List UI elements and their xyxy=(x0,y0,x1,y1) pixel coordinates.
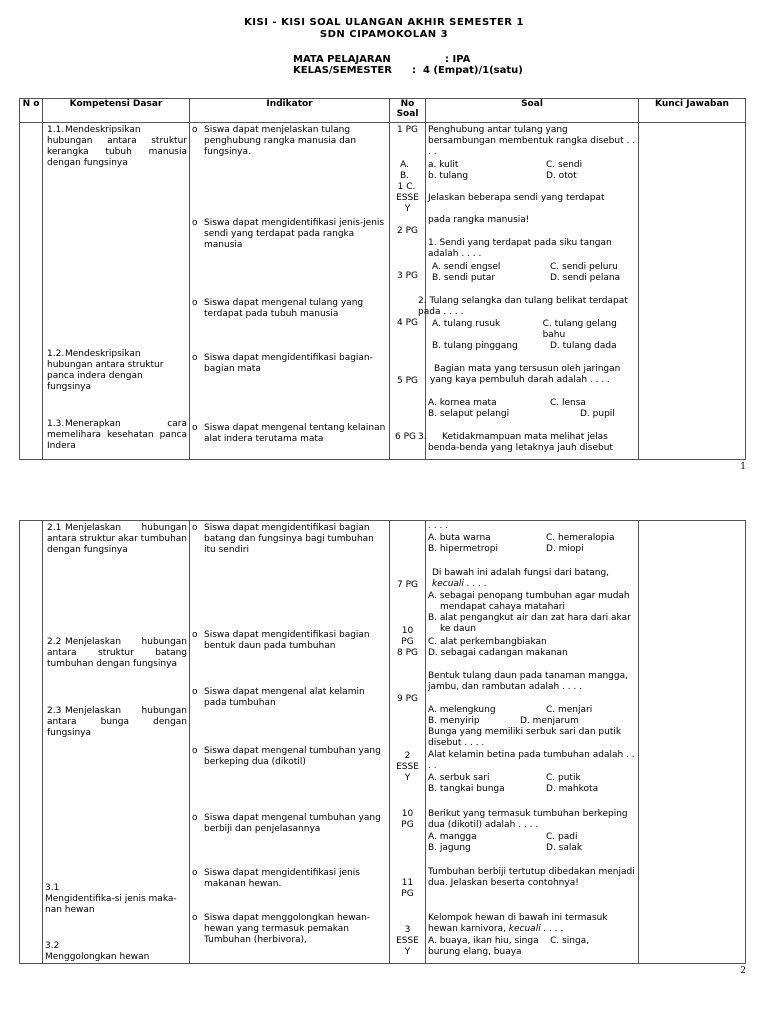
soal-number: 3 xyxy=(404,925,411,935)
col-indikator: Indikator xyxy=(190,99,390,123)
option-row xyxy=(428,784,636,795)
soal-number: Y xyxy=(404,204,411,214)
option-d: D. sebagai cadangan makanan xyxy=(428,648,568,658)
question-text: Bentuk tulang daun pada tanaman mangga, jambu, dan rambutan adalah . . . . xyxy=(428,671,628,692)
question-text: . . . . xyxy=(428,521,449,531)
option-row xyxy=(428,716,636,727)
option-c: C. tulang gelang bahu xyxy=(542,319,617,340)
kd-text: Mendeskripsikan hubungan antara struktur kerangka tubuh manusia dengan fungsinya xyxy=(47,125,187,168)
indicator-text: Siswa dapat mengenal tulang yang terdapat pada tubuh manusia xyxy=(204,298,364,319)
kisi-table-page2 xyxy=(19,520,746,964)
option-c: C. menjari xyxy=(546,705,593,715)
bullet-icon: o xyxy=(192,913,198,923)
kd-text: Mengidentifika-si jenis maka-nan hewan xyxy=(45,894,177,915)
soal-number: 1 PG xyxy=(397,125,418,135)
kd-text: Menjelaskan hubungan antara struktur akar tumbuhan dengan fungsinya xyxy=(47,523,187,555)
option-row xyxy=(428,843,636,854)
soal-number: PG xyxy=(401,820,414,830)
soal-number: 2 xyxy=(404,751,411,761)
indicator-item xyxy=(192,746,387,768)
option-row xyxy=(432,319,636,341)
soal-number: ESSE xyxy=(396,936,419,946)
option-row xyxy=(428,171,636,182)
indicator-item xyxy=(192,813,387,835)
col-kompetensi-dasar: Kompetensi Dasar xyxy=(43,99,190,123)
kd-number: 1.2. xyxy=(47,349,65,359)
bullet-icon: o xyxy=(192,813,198,823)
option-a: A. buaya, ikan hiu, singa xyxy=(428,936,539,946)
option-b: B. tulang pinggang xyxy=(432,341,518,351)
kd-number: 2.3 xyxy=(47,706,62,716)
kd-number: 2.1 xyxy=(47,523,62,533)
indicator-item xyxy=(192,913,387,946)
indicator-text: Siswa dapat mengidentifikasi jenis-jenis sendi yang terdapat pada rangka manusia xyxy=(204,218,385,250)
option-d: D. otot xyxy=(546,171,577,181)
option-c: C. sendi peluru xyxy=(550,262,618,272)
option-row xyxy=(428,160,636,171)
option-d: D. menjarum xyxy=(520,716,579,726)
soal-number: 8 PG xyxy=(397,648,418,658)
soal-number: 2 PG xyxy=(397,226,418,236)
soal-number: 10 xyxy=(401,626,414,636)
bullet-icon: o xyxy=(192,630,198,640)
question-text xyxy=(428,913,636,935)
kd-item xyxy=(45,349,187,393)
soal-number: PG xyxy=(401,889,414,899)
option-d: D. pupil xyxy=(580,409,615,419)
soal-number: 1 C. xyxy=(397,182,416,192)
question-text: Berikut yang termasuk tumbuhan berkeping dua (dikotil) adalah . . . . xyxy=(428,809,628,830)
subject-label: MATA PELAJARAN xyxy=(293,54,391,65)
option-b: B. tangkai bunga xyxy=(428,784,505,794)
indicator-item xyxy=(192,687,387,709)
option-row xyxy=(432,262,636,273)
cell-no-soal xyxy=(390,123,426,460)
option-b: B. selaput pelangi xyxy=(428,409,510,419)
class-value: : 4 (Empat)/1(satu) xyxy=(412,65,523,76)
indicator-text: Siswa dapat mengenal alat kelamin pada tumbuhan xyxy=(204,687,365,708)
option-a: A. sebagai penopang tumbuhan agar mudah mendapat cahaya matahari xyxy=(428,591,630,612)
option-d: D. mahkota xyxy=(546,784,599,794)
cell-kompetensi-dasar xyxy=(43,521,190,964)
question-text: Alat kelamin betina pada tumbuhan adalah . . . . xyxy=(428,750,635,771)
indicator-text: Siswa dapat mengidentifikasi bagian batang dan fungsinya bagi tumbuhan itu sendiri xyxy=(204,523,374,555)
option-row xyxy=(432,341,636,352)
option-a: A. melengkung xyxy=(428,705,496,715)
kd-number: 2.2 xyxy=(47,637,62,647)
bullet-icon: o xyxy=(192,125,198,135)
option-c: C. hemeralopia xyxy=(546,533,615,543)
cell-kunci-jawaban xyxy=(639,123,746,460)
kd-number: 3.1 xyxy=(45,883,60,893)
indicator-item xyxy=(192,298,387,320)
cell-soal xyxy=(418,123,639,460)
option-c: C. padi xyxy=(546,832,578,842)
kd-number: 3.2 xyxy=(45,941,60,951)
kd-text: Menjelaskan hubungan antara struktur batang tumbuhan dengan fungsinya xyxy=(47,637,187,669)
option-c: C. sendi xyxy=(546,160,583,170)
soal-number: 5 PG xyxy=(397,376,418,386)
indicator-text: Siswa dapat menggolongkan hewan-hewan yang termasuk pemakan Tumbuhan (herbivora), xyxy=(204,913,371,945)
indicator-text: Siswa dapat mengenal tumbuhan yang berbiji dan penjelasannya xyxy=(204,813,381,834)
question-text-part: Kelompok hewan di bawah ini termasuk hewan karnivora, xyxy=(428,913,608,934)
col-no: N o xyxy=(20,99,43,123)
indicator-text: Siswa dapat mengidentifikasi bagian-bagian mata xyxy=(204,353,373,374)
option-row xyxy=(428,936,636,947)
option-a: A. kornea mata xyxy=(428,398,497,408)
option-a: A. buta warna xyxy=(428,533,491,543)
question-text: kecuali . . . . xyxy=(432,579,487,589)
soal-number: 9 PG xyxy=(397,694,418,704)
question-text: Penghubung antar tulang yang bersambungan membentuk rangka disebut . . . . xyxy=(428,125,636,157)
indicator-text: Siswa dapat mengenal tumbuhan yang berkeping dua (dikotil) xyxy=(204,746,381,767)
option-b: B. sendi putar xyxy=(432,273,496,283)
soal-number: Y xyxy=(404,773,411,783)
option-row: burung elang, buaya xyxy=(428,947,522,957)
cell-soal xyxy=(426,521,639,964)
kd-item xyxy=(45,637,187,670)
col-no-soal: No Soal xyxy=(390,99,426,123)
soal-number: ESSE xyxy=(396,762,419,772)
kd-item xyxy=(45,419,187,452)
option-row xyxy=(432,273,636,284)
document-title: KISI - KISI SOAL ULANGAN AKHIR SEMESTER 1 xyxy=(244,17,524,28)
class-label: KELAS/SEMESTER xyxy=(293,65,392,76)
kd-item xyxy=(45,125,187,169)
bullet-icon: o xyxy=(192,353,198,363)
option-row xyxy=(428,773,636,784)
soal-number: 10 xyxy=(401,809,414,819)
option-a: A. mangga xyxy=(428,832,477,842)
option-row xyxy=(428,544,636,555)
cell-kunci-jawaban xyxy=(639,521,746,964)
indicator-text: Siswa dapat mengenal tentang kelainan alat indera terutama mata xyxy=(204,423,386,444)
question-text: Bagian mata yang tersusun oleh jaringan yang kaya pembuluh darah adalah . . . . xyxy=(430,364,621,385)
bullet-icon: o xyxy=(192,523,198,533)
kisi-table-page1 xyxy=(19,98,746,460)
cell-indikator xyxy=(190,123,390,460)
indicator-item xyxy=(192,523,387,556)
soal-number: 11 xyxy=(401,878,414,888)
option-d: D. salak xyxy=(546,843,583,853)
indicator-item xyxy=(192,423,387,445)
kd-text: Mendeskripsikan hubungan antara struktur panca indera dengan fungsinya xyxy=(47,349,164,392)
option-b: B. jagung xyxy=(428,843,471,853)
question-text: Tumbuhan berbiji tertutup dibedakan menjadi dua. Jelaskan beserta contohnya! xyxy=(428,867,635,888)
school-name: SDN CIPAMOKOLAN 3 xyxy=(319,29,449,40)
option-a: A. sendi engsel xyxy=(432,262,501,272)
option-row xyxy=(428,705,636,716)
soal-number: Y xyxy=(404,947,411,957)
option-b: b. tulang xyxy=(428,171,469,181)
indicator-text: Siswa dapat mengidentifikasi jenis makanan hewan. xyxy=(204,868,360,889)
kd-text: Menggolongkan hewan xyxy=(45,952,150,962)
soal-number: 3 PG xyxy=(397,271,418,281)
question-text: Ketidakmampuan mata melihat jelas benda-benda yang letaknya jauh disebut xyxy=(428,432,613,453)
option-c: C. singa, xyxy=(550,936,590,946)
option-a: A. serbuk sari xyxy=(428,773,490,783)
indicator-item xyxy=(192,353,387,375)
option-row xyxy=(428,533,636,544)
col-kunci-jawaban: Kunci Jawaban xyxy=(639,99,746,123)
question-text: 2. Tulang selangka dan tulang belikat terdapat pada . . . . xyxy=(418,296,628,317)
option-c: C. alat perkembangbiakan xyxy=(428,637,547,647)
indicator-item xyxy=(192,125,387,158)
bullet-icon: o xyxy=(192,687,198,697)
subject-value: : IPA xyxy=(445,54,471,65)
option-a: a. kulit xyxy=(428,160,459,170)
option-d: D. tulang dada xyxy=(550,341,617,351)
question-text: 1. Sendi yang terdapat pada siku tangan adalah . . . . xyxy=(428,238,612,259)
cell-no xyxy=(20,521,43,964)
cell-kompetensi-dasar xyxy=(43,123,190,460)
kd-text: Menjelaskan hubungan antara bunga dengan fungsinya xyxy=(47,706,187,738)
question-text: pada rangka manusia! xyxy=(428,215,530,225)
option-b: B. alat pengangkut air dan zat hara dari akar ke daun xyxy=(428,613,631,634)
cell-no xyxy=(20,123,43,460)
soal-number: 3. xyxy=(418,432,427,442)
option-row xyxy=(428,832,636,843)
kd-item xyxy=(45,883,187,916)
option-d: D. miopi xyxy=(546,544,584,554)
soal-number: 7 PG xyxy=(397,580,418,590)
question-text: Jelaskan beberapa sendi yang terdapat xyxy=(428,193,605,203)
option-b: B. menyirip xyxy=(428,716,480,726)
indicator-item xyxy=(192,868,387,890)
soal-number: 6 PG xyxy=(395,432,416,442)
kd-number: 1.1. xyxy=(47,125,65,135)
soal-number: B. xyxy=(399,171,410,181)
bullet-icon: o xyxy=(192,746,198,756)
kd-text: Menerapkan cara memelihara kesehatan panca Indera xyxy=(47,419,187,451)
option-row xyxy=(428,398,636,409)
option-c: C. putik xyxy=(546,773,581,783)
soal-number: ESSE xyxy=(396,193,419,203)
kd-number: 1.3. xyxy=(47,419,65,429)
option-d: D. sendi pelana xyxy=(550,273,621,283)
kd-item xyxy=(45,523,187,556)
kd-item xyxy=(45,706,187,739)
page-number: 2 xyxy=(740,966,746,976)
bullet-icon: o xyxy=(192,423,198,433)
page-number: 1 xyxy=(740,462,746,472)
option-c: C. lensa xyxy=(550,398,586,408)
bullet-icon: o xyxy=(192,218,198,228)
indicator-item xyxy=(192,630,387,652)
cell-no-soal xyxy=(390,521,426,964)
indicator-text: Siswa dapat mengidentifikasi bagian bentuk daun pada tumbuhan xyxy=(204,630,370,651)
option-a: A. tulang rusuk xyxy=(432,319,501,329)
option-b: B. hipermetropi xyxy=(428,544,498,554)
question-text-part: kecuali . . . . xyxy=(508,924,564,934)
indicator-item xyxy=(192,218,387,251)
kd-item xyxy=(45,941,187,963)
bullet-icon: o xyxy=(192,298,198,308)
col-soal: Soal xyxy=(426,99,639,123)
soal-number: PG xyxy=(401,637,414,647)
soal-number: A. xyxy=(400,160,409,170)
question-text: Bunga yang memiliki serbuk sari dan putik disebut . . . . xyxy=(428,727,622,748)
question-text: Di bawah ini adalah fungsi dari batang, xyxy=(432,568,610,578)
soal-number: 4 PG xyxy=(397,318,418,328)
option-row xyxy=(428,409,636,420)
bullet-icon: o xyxy=(192,868,198,878)
cell-indikator xyxy=(190,521,390,964)
indicator-text: Siswa dapat menjelaskan tulang penghubung rangka manusia dan fungsinya. xyxy=(204,125,357,157)
